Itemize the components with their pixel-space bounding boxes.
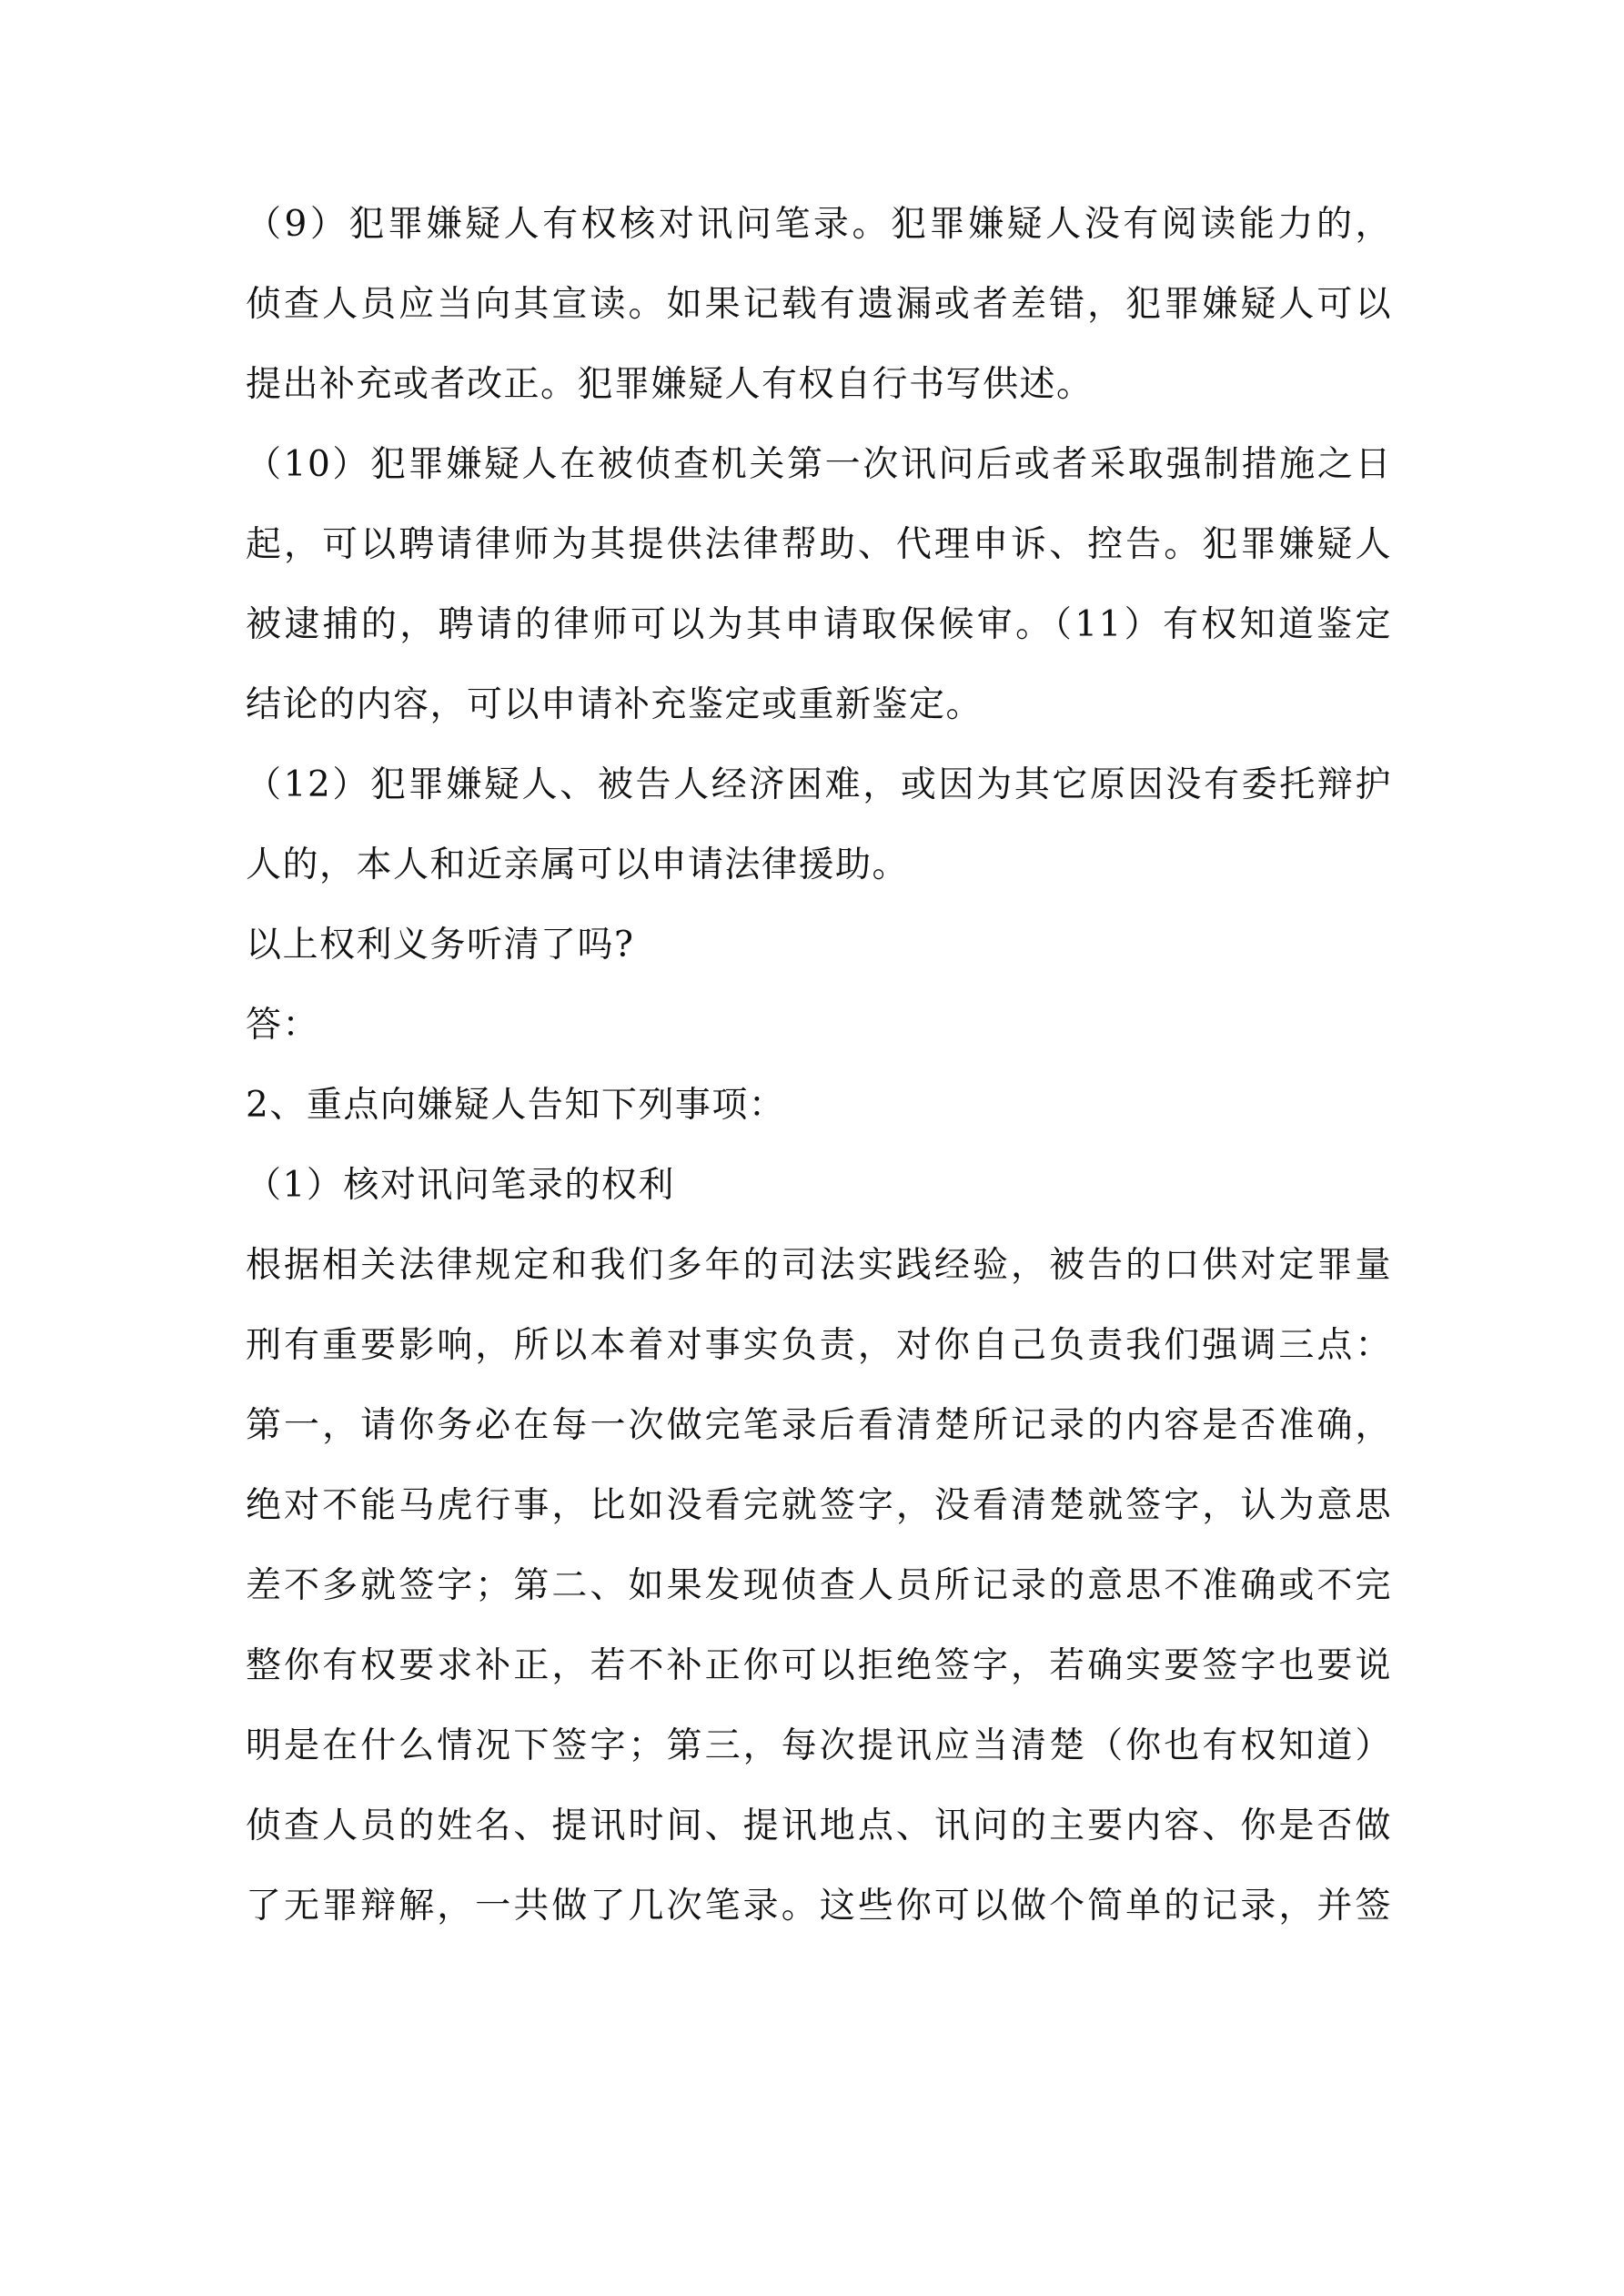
text-line-9: 人的，本人和近亲属可以申请法律援助。 — [246, 845, 910, 885]
text-line-5: 起，可以聘请律师为其提供法律帮助、代理申诉、控告。犯罪嫌疑人 — [246, 524, 1392, 565]
text-line-11: 答： — [246, 1005, 320, 1046]
text-line-18: 差不多就签字；第二、如果发现侦查人员所记录的意思不准确或不完 — [246, 1565, 1392, 1606]
text-line-21: 侦查人员的姓名、提讯时间、提讯地点、讯问的主要内容、你是否做 — [246, 1805, 1392, 1846]
text-line-20: 明是在什么情况下签字；第三，每次提讯应当清楚（你也有权知道） — [246, 1725, 1392, 1766]
text-line-22: 了无罪辩解，一共做了几次笔录。这些你可以做个简单的记录，并签 — [246, 1886, 1392, 1927]
text-line-15: 刑有重要影响，所以本着对事实负责，对你自己负责我们强调三点： — [246, 1325, 1392, 1366]
text-line-3: 提出补充或者改正。犯罪嫌疑人有权自行书写供述。 — [246, 364, 1094, 405]
text-line-4: （10）犯罪嫌疑人在被侦查机关第一次讯问后或者采取强制措施之日 — [246, 444, 1392, 485]
text-line-17: 绝对不能马虎行事，比如没看完就签字，没看清楚就签字，认为意思 — [246, 1485, 1392, 1526]
text-line-13: （1）核对讯问笔录的权利 — [246, 1165, 675, 1206]
text-line-6: 被逮捕的，聘请的律师可以为其申请取保候审。（11）有权知道鉴定 — [246, 604, 1392, 645]
text-line-8: （12）犯罪嫌疑人、被告人经济困难，或因为其它原因没有委托辩护 — [246, 764, 1392, 805]
text-line-1: （9）犯罪嫌疑人有权核对讯问笔录。犯罪嫌疑人没有阅读能力的， — [246, 204, 1392, 245]
document-page — [246, 200, 1392, 1962]
text-line-12: 2、重点向嫌疑人告知下列事项： — [246, 1085, 786, 1126]
text-line-2: 侦查人员应当向其宣读。如果记载有遗漏或者差错，犯罪嫌疑人可以 — [246, 284, 1392, 325]
text-line-19: 整你有权要求补正，若不补正你可以拒绝签字，若确实要签字也要说 — [246, 1645, 1392, 1686]
text-line-10: 以上权利义务听清了吗? — [246, 925, 635, 966]
text-line-14: 根据相关法律规定和我们多年的司法实践经验，被告的口供对定罪量 — [246, 1245, 1392, 1286]
text-line-16: 第一，请你务必在每一次做完笔录后看清楚所记录的内容是否准确， — [246, 1405, 1392, 1446]
text-line-7: 结论的内容，可以申请补充鉴定或重新鉴定。 — [246, 684, 983, 725]
